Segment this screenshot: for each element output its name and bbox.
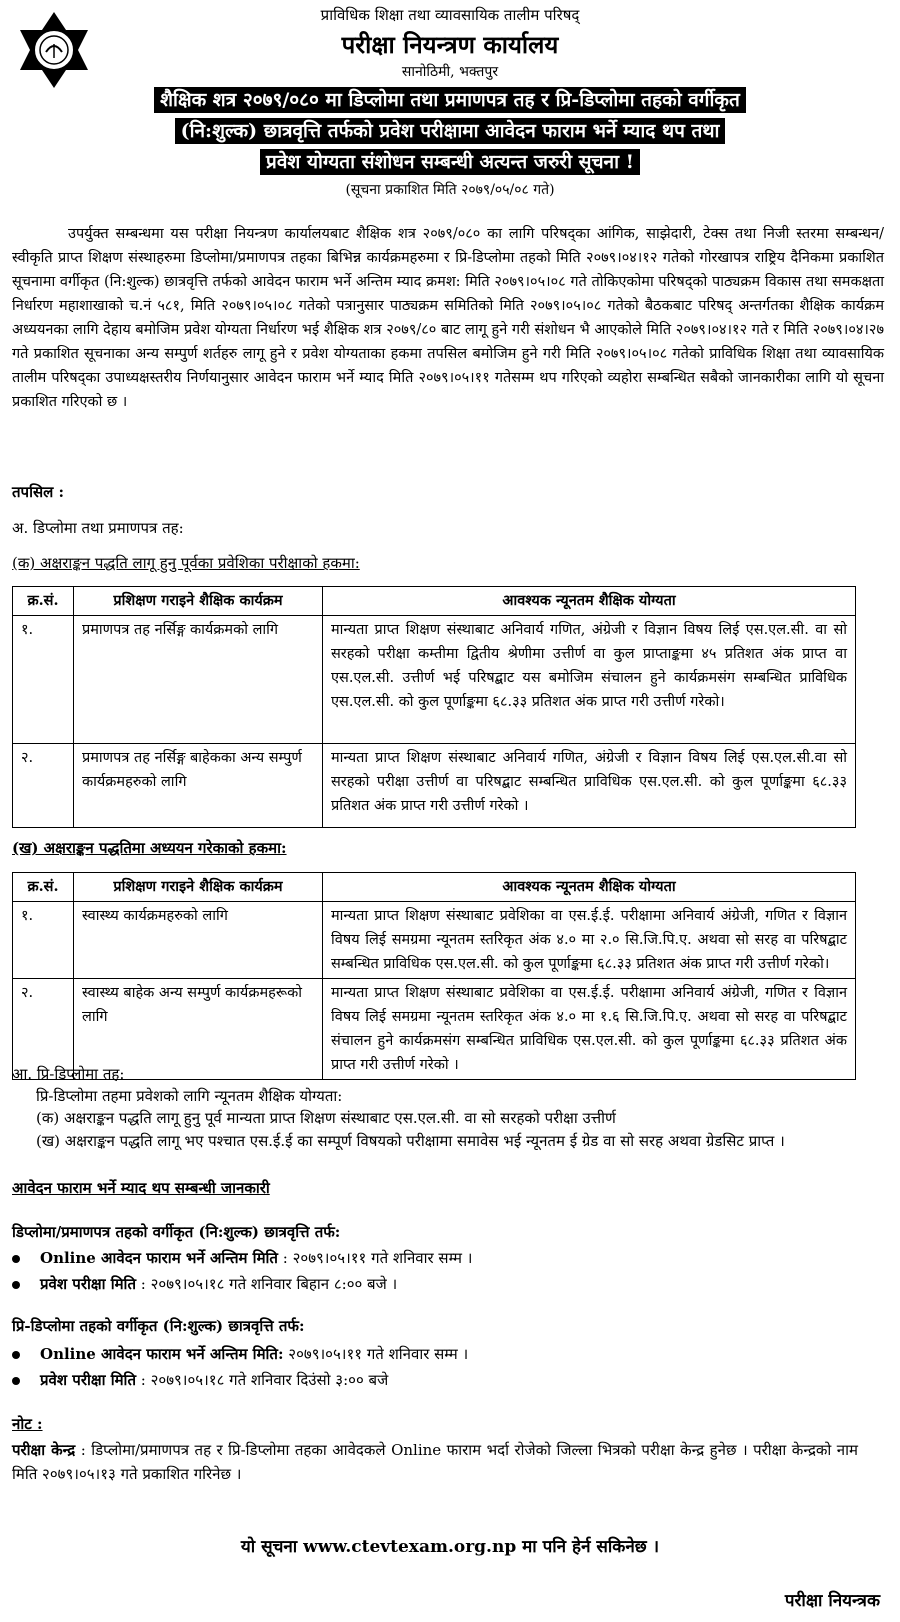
note-label: परीक्षा केन्द्र	[12, 1441, 76, 1459]
row-qualification: मान्यता प्राप्त शिक्षण संस्थाबाट अनिवार्य गणित, अंग्रेजी र विज्ञान विषय लिई एस.एल.सी. वा सो सरहको परीक्षा कम्तीमा द्वितीय श्रेणीमा उत्तीर्ण वा कुल प्राप्ताङ्कमा ४५ प्रतिशत अंक प्राप्त वा एस.एल.सी. उत्तीर्ण भई परिषद्बाट यस बमोजिम संचालन हुने कार्यक्रमसंग सम्बन्धित प्राविधिक एस.एल.सी. को कुल पूर्णाङ्कमा ६८.३३ प्रतिशत अंक प्राप्त गरी उत्तीर्ण गरेको।	[323, 616, 856, 744]
table-header-row	[13, 873, 856, 902]
bullet-icon	[12, 1255, 20, 1263]
bullet-icon	[12, 1377, 20, 1385]
col-qualification: आवश्यक न्यूनतम शैक्षिक योग्यता	[323, 873, 856, 902]
list-item: Online आवेदन फाराम भर्ने अन्तिम मिति: २०७९।०५।११ गते शनिवार सम्म ।	[12, 1344, 468, 1364]
row-program: प्रमाणपत्र तह नर्सिङ्ग बाहेकका अन्य सम्पुर्ण कार्यक्रमहरुको लागि	[74, 744, 323, 828]
section-ka-heading: (क) अक्षराङ्कन पद्धति लागू हुनु पूर्वका प्रवेशिका परीक्षाको हकमा:	[12, 554, 360, 572]
row-program: स्वास्थ्य कार्यक्रमहरुको लागि	[74, 902, 323, 979]
row-program: प्रमाणपत्र तह नर्सिङ्ग कार्यक्रमको लागि	[74, 616, 323, 744]
table-row	[13, 979, 856, 1080]
pre-diploma-ka: (क) अक्षराङ्कन पद्धति लागू हुनु पूर्व मान्यता प्राप्त शिक्षण संस्थाबाट एस.एल.सी. वा सो सरहको परीक्षा उत्तीर्ण	[36, 1109, 616, 1127]
qualification-table-2	[12, 872, 856, 1080]
notice-title-line-1: शैक्षिक शत्र २०७९/०८० मा डिप्लोमा तथा प्रमाणपत्र तह र प्रि-डिप्लोमा तहको वर्गीकृत	[0, 86, 900, 114]
col-sn: क्र.सं.	[13, 873, 74, 902]
table-header-row	[13, 587, 856, 616]
website-link[interactable]: www.ctevtexam.org.np	[303, 1537, 517, 1557]
publish-date: (सूचना प्रकाशित मिति २०७९/०५/०८ गते)	[345, 182, 555, 198]
col-qualification: आवश्यक न्यूनतम शैक्षिक योग्यता	[323, 587, 856, 616]
row-sn: १.	[13, 902, 74, 979]
table-row	[13, 744, 856, 828]
section-aa-heading: आ. प्रि-डिप्लोमा तह:	[12, 1065, 125, 1083]
pre-diploma-intro: प्रि-डिप्लोमा तहमा प्रवेशको लागि न्यूनतम शैक्षिक योग्यता:	[36, 1087, 343, 1105]
tapasil-heading: तपसिल :	[12, 483, 65, 501]
pre-diploma-kha: (ख) अक्षराङ्कन पद्धति लागू भए पश्चात एस.ई.ई का सम्पूर्ण विषयको परीक्षामा समावेस भई न्यूनतम ई ग्रेड वा सो सरह अथवा ग्रेडसिट प्राप्त ।	[36, 1132, 785, 1150]
notice-title-line-2: (नि:शुल्क) छात्रवृत्ति तर्फको प्रवेश परीक्षामा आवेदन फाराम भर्ने म्याद थप तथा	[0, 117, 900, 145]
col-program: प्रशिक्षण गराइने शैक्षिक कार्यक्रम	[74, 873, 323, 902]
prediploma-heading: प्रि-डिप्लोमा तहको वर्गीकृत (नि:शुल्क) छात्रवृत्ति तर्फ:	[12, 1317, 305, 1335]
signature: परीक्षा नियन्त्रक	[784, 1591, 880, 1611]
section-kha-heading: (ख) अक्षराङ्कन पद्धतिमा अध्ययन गरेकाको हकमा:	[12, 839, 287, 857]
extension-heading: आवेदन फाराम भर्ने म्याद थप सम्बन्धी जानकारी	[12, 1179, 270, 1197]
section-a-heading: अ. डिप्लोमा तथा प्रमाणपत्र तह:	[12, 519, 184, 537]
row-qualification: मान्यता प्राप्त शिक्षण संस्थाबाट प्रवेशिका वा एस.ई.ई. परीक्षामा अनिवार्य अंग्रेजी, गणित र विज्ञान विषय लिई समग्रमा न्यूनतम स्तरिकृत अंक ४.० मा १.६ सि.जि.पि.ए. अथवा सो सरह वा परिषद्बाट संचालन हुने कार्यक्रमसंग सम्बन्धित प्राविधिक एस.एल.सी. को कुल पूर्णाङ्कमा ६८.३३ प्रतिशत अंक प्राप्त गरी उत्तीर्ण गरेको ।	[323, 979, 856, 1080]
row-qualification: मान्यता प्राप्त शिक्षण संस्थाबाट अनिवार्य गणित, अंग्रेजी र विज्ञान विषय लिई एस.एल.सी.वा सो सरहको परीक्षा उत्तीर्ण वा परिषद्बाट सम्बन्धित प्राविधिक एस.एल.सी. को कुल पूर्णाङ्कमा ६८.३३ प्रतिशत अंक प्राप्त गरी उत्तीर्ण गरेको ।	[323, 744, 856, 828]
col-program: प्रशिक्षण गराइने शैक्षिक कार्यक्रम	[74, 587, 323, 616]
note-text: : डिप्लोमा/प्रमाणपत्र तह र प्रि-डिप्लोमा तहका आवेदकले Online फाराम भर्दा रोजेको जिल्ला भित्रको परीक्षा केन्द्र हुनेछ । परीक्षा केन्द्रको नाम मिति २०७९।०५।१३ गते प्रकाशित गरिनेछ ।	[12, 1441, 858, 1483]
note-heading: नोट :	[12, 1415, 43, 1433]
bullet-icon	[12, 1281, 20, 1289]
list-item: प्रवेश परीक्षा मिति : २०७९।०५।१८ गते शनिवार दिउंसो ३:०० बजे	[12, 1370, 388, 1390]
list-item: Online आवेदन फाराम भर्ने अन्तिम मिति : २०७९।०५।११ गते शनिवार सम्म ।	[12, 1248, 472, 1268]
council-name: प्राविधिक शिक्षा तथा व्यावसायिक तालीम परिषद्	[320, 6, 580, 24]
qualification-table-1	[12, 586, 856, 828]
list-item: प्रवेश परीक्षा मिति : २०७९।०५।१८ गते शनिवार बिहान ८:०० बजे ।	[12, 1274, 397, 1294]
office-address: सानोठिमी, भक्तपुर	[401, 64, 499, 80]
notice-title-line-3: प्रवेश योग्यता संशोधन सम्बन्धी अत्यन्त जरुरी सूचना !	[0, 148, 900, 176]
row-sn: २.	[13, 979, 74, 1080]
row-sn: २.	[13, 744, 74, 828]
table-row	[13, 616, 856, 744]
office-name: परीक्षा नियन्त्रण कार्यालय	[341, 30, 559, 59]
diploma-heading: डिप्लोमा/प्रमाणपत्र तहको वर्गीकृत (नि:शुल्क) छात्रवृत्ति तर्फ:	[12, 1223, 341, 1241]
table-row	[13, 902, 856, 979]
intro-paragraph: उपर्युक्त सम्बन्धमा यस परीक्षा नियन्त्रण कार्यालयबाट शैक्षिक शत्र २०७९/०८० का लागि परिषद्का आंगिक, साझेदारी, टेक्स तथा निजी स्तरमा सम्बन्धन/स्वीकृति प्राप्त शिक्षण संस्थाहरुमा डिप्लोमा/प्रमाणपत्र तहका बिभिन्न कार्यक्रमहरुमा र प्रि-डिप्लोमा तहको मिति २०७९।०४।१२ गतेको गोरखापत्र राष्ट्रिय दैनिकमा प्रकाशित सूचनामा वर्गीकृत (नि:शुल्क) छात्रवृत्ति तर्फको आवेदन फाराम भर्ने अन्तिम म्याद क्रमश: मिति २०७९।०५।०८ गते तोकिएकोमा परिषद्को पाठ्यक्रम विकास तथा समकक्षता निर्धारण महाशाखाको च.नं ५८१, मिति २०७९।०५।०८ गतेको पत्रानुसार पाठ्यक्रम समितिको मिति २०७९।०५।०८ गतेको बैठकबाट परिषद् अन्तर्गतका शैक्षिक कार्यक्रम अध्ययनका लागि देहाय बमोजिम प्रवेश योग्यता निर्धारण भई शैक्षिक शत्र २०७९/८० बाट लागू हुने गरी संशोधन भै आएकोले मिति २०७९।०४।१२ गते र मिति २०७९।०४।२७ गते प्रकाशित सूचनाका अन्य सम्पुर्ण शर्तहरु लागू हुने र प्रवेश योग्यताका हकमा तपसिल बमोजिम हुने गरी मिति २०७९।०५।०८ गतेको प्राविधिक शिक्षा तथा व्यावसायिक तालीम परिषद्का उपाध्यक्षस्तरीय निर्णयानुसार आवेदन फाराम भर्ने म्याद मिति २०७९।०५।११ गतेसम्म थप गरिएको व्यहोरा सम्बन्धित सबैको जानकारीका लागि यो सूचना प्रकाशित गरिएको छ ।	[12, 226, 884, 410]
note-body	[12, 1438, 858, 1486]
row-sn: १.	[13, 616, 74, 744]
col-sn: क्र.सं.	[13, 587, 74, 616]
row-program: स्वास्थ्य बाहेक अन्य सम्पुर्ण कार्यक्रमहरूको लागि	[74, 979, 323, 1080]
bullet-icon	[12, 1351, 20, 1359]
row-qualification: मान्यता प्राप्त शिक्षण संस्थाबाट प्रवेशिका वा एस.ई.ई. परीक्षामा अनिवार्य अंग्रेजी, गणित र विज्ञान विषय लिई समग्रमा न्यूनतम स्तरिकृत अंक ४.० मा २.० सि.जि.पि.ए. अथवा सो सरह वा परिषद्बाट सम्बन्धित प्राविधिक एस.एल.सी. को कुल पूर्णाङ्कमा ६८.३३ प्रतिशत अंक प्राप्त गरी उत्तीर्ण गरेको।	[323, 902, 856, 979]
footer-notice: यो सूचना www.ctevtexam.org.np मा पनि हेर्न सकिनेछ ।	[240, 1537, 660, 1557]
